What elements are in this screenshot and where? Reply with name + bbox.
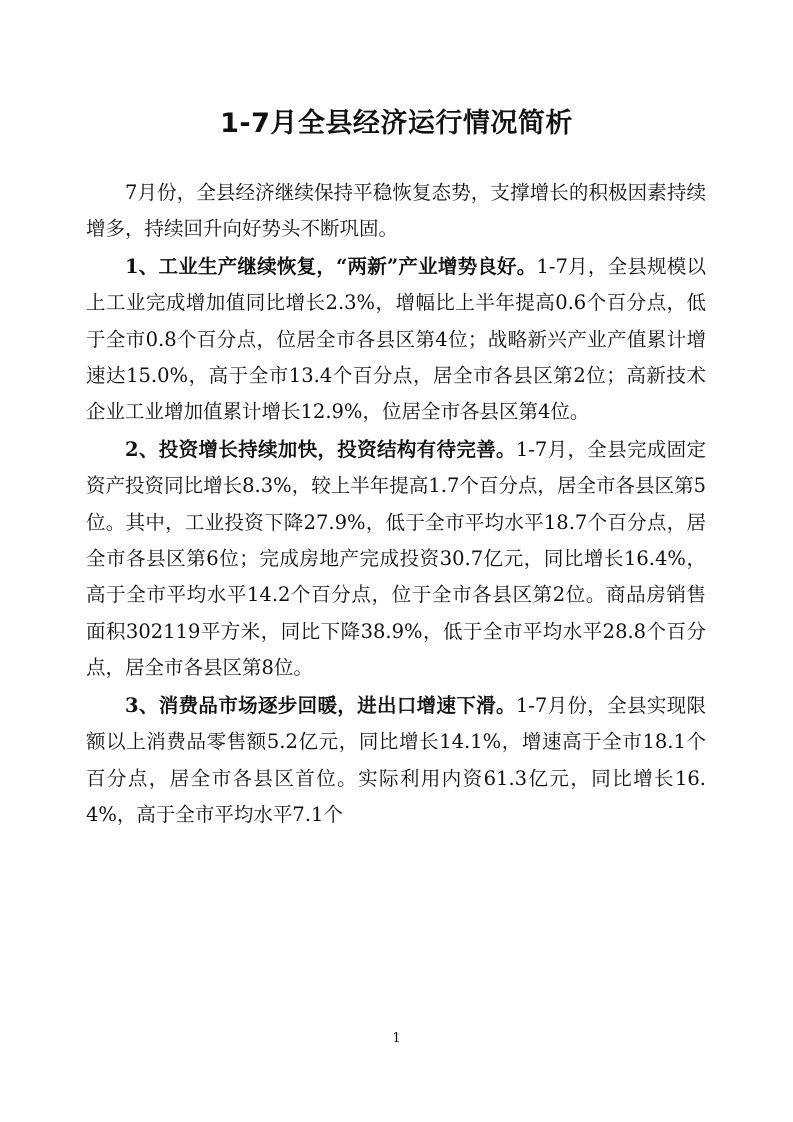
document-body [86, 175, 706, 833]
intro-paragraph: 7月份，全县经济继续保持平稳恢复态势，支撑增长的积极因素持续增多，持续回升向好势头不断巩固。 [86, 181, 706, 241]
page-title: 1-7月全县经济运行情况简析 [220, 108, 573, 139]
page-number: 1 [392, 1031, 401, 1046]
section-paragraph-industry [86, 249, 706, 431]
section-text-investment: 1-7月，全县完成固定资产投资同比增长8.3%，较上半年提高1.7个百分点，居全市各县区第5位。其中，工业投资下降27.9%，低于全市平均水平18.7个百分点，居全市各县区第6位；完成房地产完成投资30.7亿元，同比增长16.4%，高于全市平均水平14.2个百分点，位于全市各县区第2位。商品房销售面积302119平方米，同比下降38.9%，低于全市平均水平28.8个百分点，居全市各县区第8位。 [86, 437, 706, 680]
section-paragraph-investment [86, 432, 706, 687]
section-heading-consumption: 3、消费品市场逐步回暖，进出口增速下滑。 [125, 693, 516, 717]
section-paragraph-consumption [86, 688, 706, 834]
section-heading-industry: 1、工业生产继续恢复，“两新”产业增势良好。 [125, 254, 537, 278]
section-text-industry: 1-7月，全县规模以上工业完成增加值同比增长2.3%，增幅比上半年提高0.6个百分点，低于全市0.8个百分点，位居全市各县区第4位；战略新兴产业产值累计增速达15.0%，高于全市13.4个百分点，居全市各县区第2位；高新技术企业工业增加值累计增长12.9%，位居全市各县区第4位。 [86, 254, 706, 424]
section-heading-investment: 2、投资增长持续加快，投资结构有待完善。 [125, 437, 516, 461]
section-text-consumption: 1-7月份，全县实现限额以上消费品零售额5.2亿元，同比增长14.1%，增速高于全市18.1个百分点，居全市各县区首位。实际利用内资61.3亿元，同比增长16.4%，高于全市平均水平7.1个 [86, 693, 706, 826]
